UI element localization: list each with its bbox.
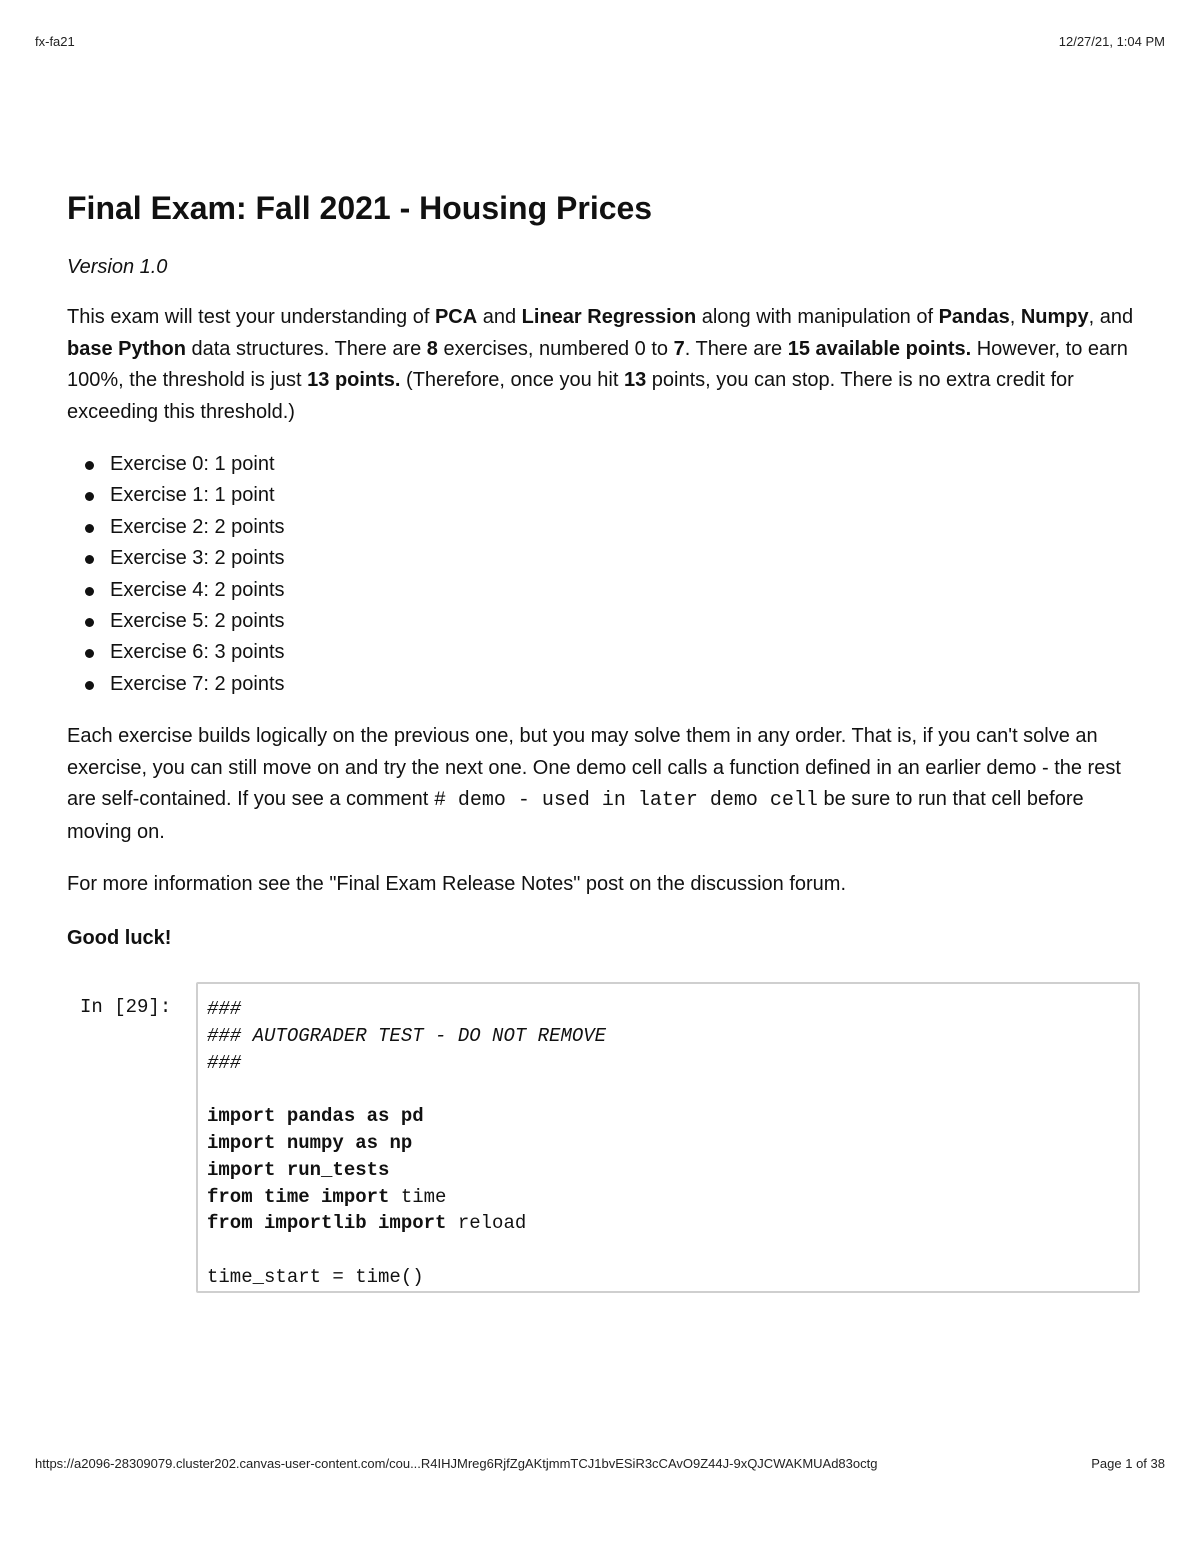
code-keyword: import (207, 1131, 276, 1154)
list-item: Exercise 4: 2 points (83, 575, 1147, 606)
list-item: Exercise 0: 1 point (83, 449, 1147, 480)
code-comment-line: ### AUTOGRADER TEST - DO NOT REMOVE (207, 1024, 607, 1047)
print-footer-url: https://a2096-28309079.cluster202.canvas-user-content.com/cou...R4IHJMreg6RjfZgAKtjmmTCJ1bvESiR3cCAvO9Z44J-9xQJCWAKMUAd83octg (35, 1456, 878, 1471)
code-comment-line: ### (207, 1051, 242, 1074)
intro-text: exercises, numbered 0 to (437, 337, 674, 360)
code-keyword: from (207, 1212, 253, 1235)
intro-text: . There are (684, 337, 788, 360)
intro-text: points, you can stop. There is no extra credit for exceeding this threshold.) (67, 369, 1074, 423)
instructions-text: be sure to run that cell before moving on. (67, 788, 1084, 843)
code-module: pandas (275, 1105, 367, 1128)
intro-bold: 7 (673, 337, 685, 360)
code-line: time_start = time() (207, 1265, 424, 1288)
cell-prompt: In [29]: (80, 996, 172, 1018)
code-editor[interactable] (196, 982, 1140, 1293)
intro-bold: 8 (426, 337, 438, 360)
code-keyword: import (207, 1105, 276, 1128)
instructions-text: Each exercise builds logically on the previous one, but you may solve them in any order. That is, if you can't solve an exercise, you can still move on and try the next one. One demo cell calls a function defined in an earlier demo - the rest are self-contained. If you see a comment (67, 725, 1121, 811)
notebook-content (67, 186, 1147, 954)
list-item: Exercise 5: 2 points (83, 606, 1147, 637)
code-module: run_tests (275, 1158, 390, 1181)
print-header-title: fx-fa21 (35, 34, 75, 49)
code-line (207, 1103, 1138, 1130)
code-keyword: import (378, 1212, 447, 1235)
intro-text: (Therefore, once you hit (400, 369, 624, 391)
code-keyword: as (366, 1105, 390, 1128)
exercise-list (67, 449, 1147, 700)
intro-bold: base Python (67, 337, 186, 360)
list-item: Exercise 1: 1 point (83, 480, 1147, 511)
code-line (207, 1184, 1138, 1211)
list-item: Exercise 3: 2 points (83, 543, 1147, 574)
list-item: Exercise 2: 2 points (83, 512, 1147, 543)
intro-paragraph (67, 302, 1147, 428)
intro-bold: Linear Regression (521, 306, 697, 328)
inline-code: # demo - used in later demo cell (433, 789, 818, 813)
good-luck-text: Good luck! (67, 926, 172, 949)
list-item: Exercise 6: 3 points (83, 637, 1147, 668)
code-blank-line (207, 1076, 1138, 1103)
list-item: Exercise 7: 2 points (83, 669, 1147, 700)
code-blank-line (207, 1237, 1138, 1264)
intro-bold: Numpy (1020, 306, 1089, 328)
intro-bold: 13 points. (307, 369, 401, 391)
intro-bold: Pandas (938, 306, 1010, 328)
code-line (207, 1130, 1138, 1157)
info-paragraph: For more information see the "Final Exam Release Notes" post on the discussion forum. (67, 873, 846, 896)
page-title: Final Exam: Fall 2021 - Housing Prices (67, 190, 653, 226)
code-comment-line: ### (207, 998, 242, 1020)
version-label: Version 1.0 (67, 256, 168, 278)
intro-text: and (477, 306, 522, 328)
code-keyword: import (207, 1158, 276, 1181)
code-keyword: as (355, 1131, 379, 1154)
intro-bold: PCA (434, 306, 478, 328)
intro-bold: 13 (623, 369, 647, 391)
code-module: numpy (275, 1131, 356, 1154)
code-identifier: time (389, 1185, 447, 1208)
print-footer-page: Page 1 of 38 (1091, 1456, 1165, 1471)
code-line (207, 1210, 1138, 1237)
intro-text: This exam will test your understanding of (67, 306, 435, 328)
intro-text: data structures. There are (185, 337, 427, 360)
intro-text: However, to earn 100%, the threshold is just (67, 337, 1128, 391)
instructions-paragraph (67, 721, 1147, 848)
code-keyword: import (321, 1185, 390, 1208)
code-module: importlib (252, 1212, 379, 1235)
code-line (207, 1157, 1138, 1184)
intro-text: , (1009, 306, 1021, 328)
print-header-datetime: 12/27/21, 1:04 PM (1058, 34, 1165, 49)
code-module: time (252, 1185, 322, 1208)
intro-text: along with manipulation of (696, 306, 939, 328)
code-alias: np (378, 1131, 413, 1154)
code-keyword: from (207, 1185, 253, 1208)
code-alias: pd (389, 1105, 424, 1128)
intro-bold: 15 available points. (787, 337, 972, 360)
intro-text: , and (1088, 306, 1134, 328)
code-identifier: reload (446, 1212, 527, 1235)
